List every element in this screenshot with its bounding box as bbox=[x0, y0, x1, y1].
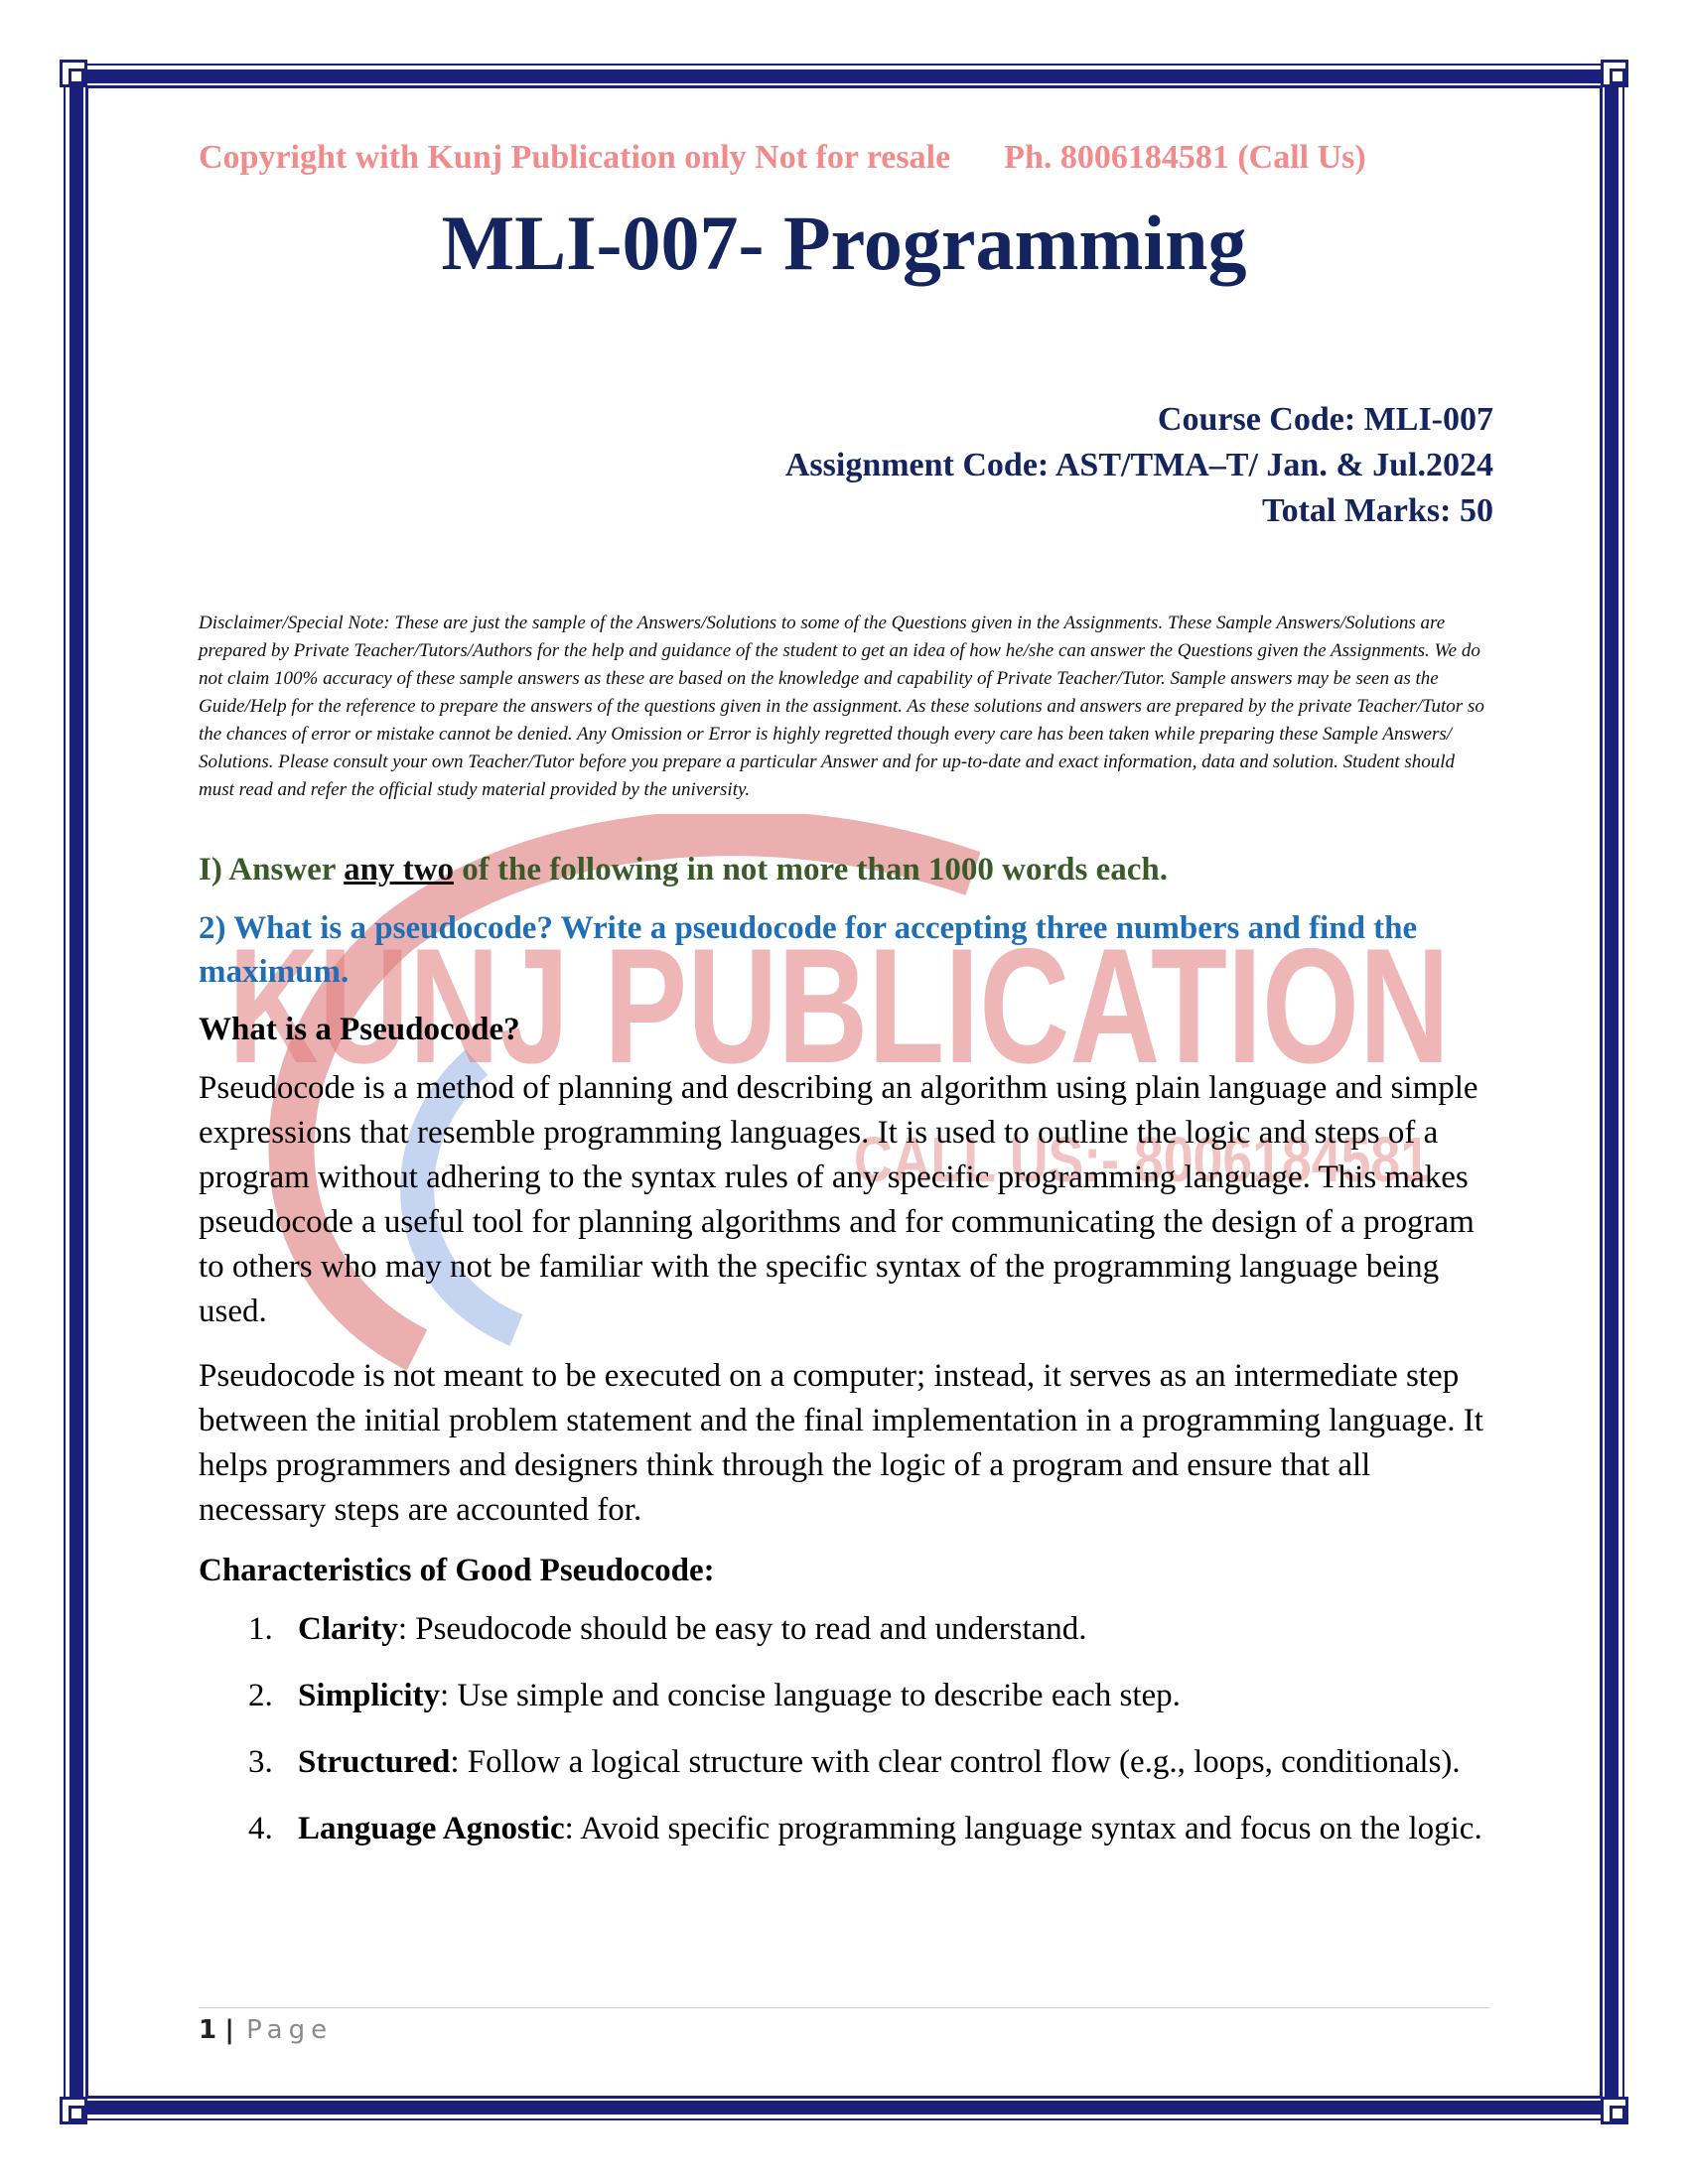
paragraph-definition: Pseudocode is a method of planning and describing an algorithm using plain language and simple expressions that resemble programming languages. It is used to outline the logic and steps of a program without adhering to the syntax rules of any specific programming language. This makes pseudocode a useful tool for planning algorithms and for communicating the design of a program to others who may not be familiar with the specific syntax of the programming language being used. bbox=[199, 1070, 1478, 1329]
characteristics-list bbox=[199, 1607, 1499, 1851]
list-item-number: 3. bbox=[248, 1744, 273, 1780]
corner-ornament-bottom-right bbox=[1601, 2097, 1628, 2124]
corner-ornament-top-left bbox=[60, 60, 87, 87]
list-item bbox=[199, 1607, 1499, 1652]
page-label: Page bbox=[246, 2015, 334, 2045]
list-item-number: 2. bbox=[248, 1678, 273, 1713]
list-item bbox=[199, 1807, 1499, 1851]
question-heading: 2) What is a pseudocode? Write a pseudocode for accepting three numbers and find the maximum. bbox=[199, 910, 1418, 990]
total-marks: Total Marks: 50 bbox=[1262, 492, 1493, 529]
footer-divider bbox=[199, 2007, 1489, 2008]
corner-ornament-bottom-left bbox=[60, 2097, 87, 2124]
list-item-number: 1. bbox=[248, 1611, 273, 1647]
section-heading bbox=[199, 852, 1499, 888]
main-content bbox=[199, 852, 1499, 1873]
corner-ornament-top-right bbox=[1601, 60, 1628, 87]
disclaimer-note: Disclaimer/Special Note: These are just the sample of the Answers/Solutions to some of the Questions given in the Assignments. These Sample Answers/Solutions are prepared by Private Teacher/Tutors/Authors for the help and guidance of the student to get an idea of how he/she can answer the Questions given the Assignments. We do not claim 100% accuracy of these sample answers as these are based on the knowledge and capability of Private Teacher/Tutor. Sample answers may be seen as the Guide/Help for the reference to prepare the answers of the questions given in the assignment. As these solutions and answers are prepared by the private Teacher/Tutor so the chances of error or mistake cannot be denied. Any Omission or Error is highly regretted though every care has been taken while preparing these Sample Answers/ Solutions. Please consult your own Teacher/Tutor before you prepare a particular Answer and for up-to-date and exact information, data and solution. Student should must read and refer the official study material provided by the university. bbox=[199, 613, 1484, 800]
list-item-term: Simplicity bbox=[298, 1678, 441, 1713]
list-item bbox=[199, 1740, 1499, 1785]
assignment-code: Assignment Code: AST/TMA–T/ Jan. & Jul.2024 bbox=[784, 447, 1493, 483]
subheading-what-is-pseudocode: What is a Pseudocode? bbox=[199, 1012, 520, 1047]
list-item-number: 4. bbox=[248, 1811, 273, 1846]
course-code: Course Code: MLI-007 bbox=[1157, 401, 1493, 438]
watermark-sub-text: CALL US:- 8006184581 bbox=[854, 1124, 1430, 1195]
footer-separator: | bbox=[224, 2015, 234, 2045]
section-heading-prefix: I) Answer bbox=[199, 852, 345, 887]
section-heading-suffix: of the following in not more than 1000 words each. bbox=[454, 852, 1168, 887]
phone-text: Ph. 8006184581 (Call Us) bbox=[1004, 139, 1366, 176]
page-footer bbox=[199, 2015, 333, 2045]
list-item-description: : Avoid specific programming language syntax and focus on the logic. bbox=[564, 1811, 1482, 1846]
section-heading-underlined: any two bbox=[344, 852, 455, 887]
list-item-term: Clarity bbox=[298, 1611, 398, 1647]
list-item bbox=[199, 1674, 1499, 1718]
list-item-description: : Follow a logical structure with clear control flow (e.g., loops, conditionals). bbox=[450, 1744, 1461, 1780]
list-item-term: Structured bbox=[298, 1744, 451, 1780]
course-meta bbox=[785, 397, 1493, 534]
watermark-main-text: KUNJ PUBLICATION bbox=[228, 914, 1450, 1097]
copyright-text: Copyright with Kunj Publication only Not for resale bbox=[199, 139, 951, 176]
list-item-term: Language Agnostic bbox=[298, 1811, 565, 1846]
list-item-description: : Pseudocode should be easy to read and understand. bbox=[397, 1611, 1087, 1647]
page-title: MLI-007- Programming bbox=[441, 200, 1247, 286]
paragraph-purpose: Pseudocode is not meant to be executed on a computer; instead, it serves as an intermediate step between the initial problem statement and the final implementation in a programming language. It helps programmers and designers think through the logic of a program and ensure that all necessary steps are accounted for. bbox=[199, 1358, 1483, 1528]
list-item-description: : Use simple and concise language to describe each step. bbox=[440, 1678, 1181, 1713]
page-number: 1 bbox=[199, 2015, 217, 2045]
subheading-characteristics: Characteristics of Good Pseudocode: bbox=[199, 1553, 715, 1588]
copyright-line bbox=[199, 139, 1489, 177]
